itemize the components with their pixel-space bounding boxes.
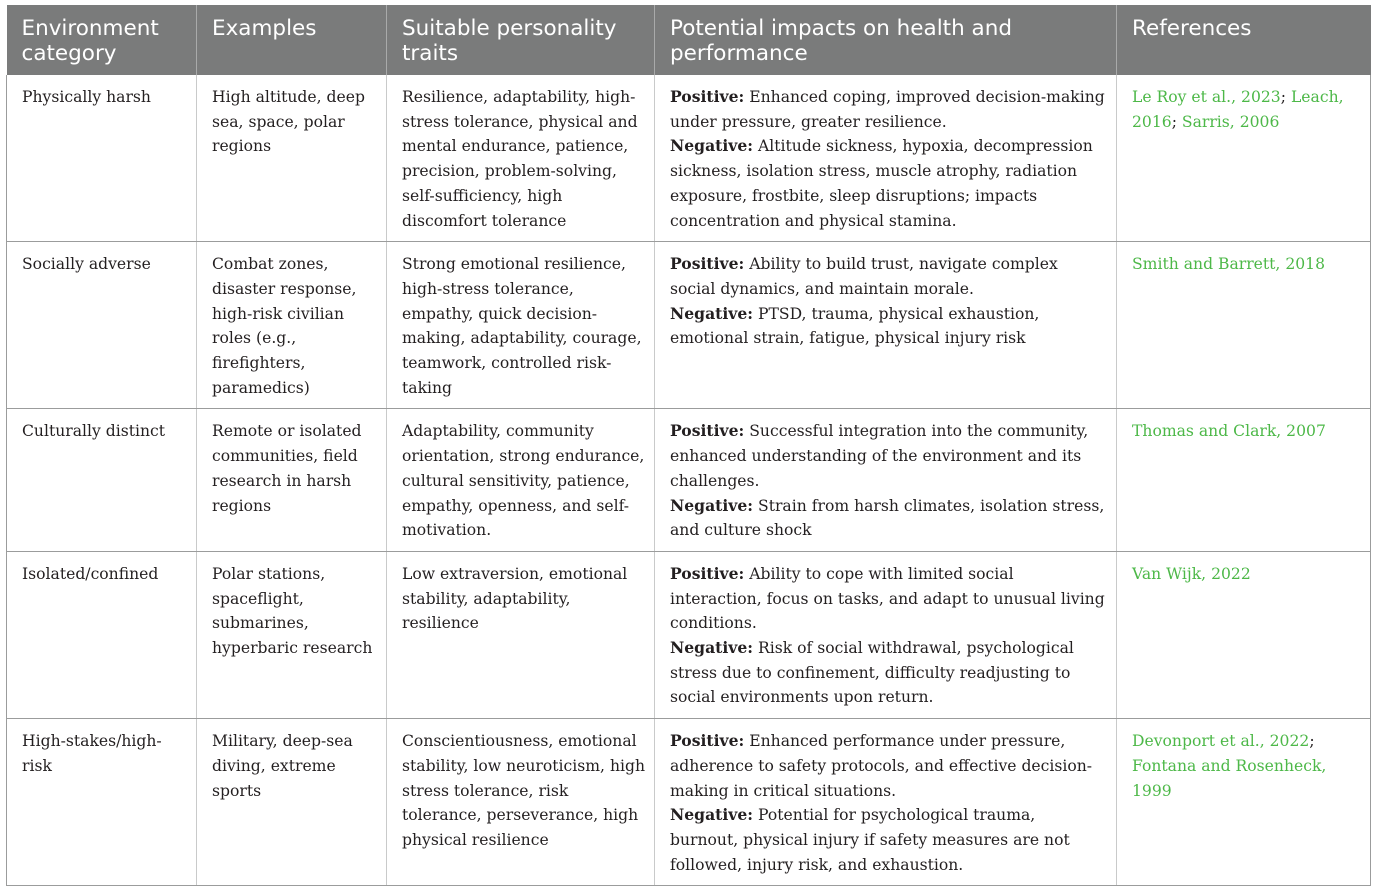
impact-negative-label: Negative: xyxy=(670,303,754,323)
impact-negative-text: Altitude sickness, hypoxia, decompression sickness, isolation stress, muscle atrophy, radiation exposure, frostbite, sleep disruptions; impacts concentration and physical stamina. xyxy=(670,137,1093,230)
impact-negative xyxy=(670,494,1108,543)
reference-link[interactable]: Fontana and Rosenheck, 1999 xyxy=(1132,756,1327,800)
impact-negative-label: Negative: xyxy=(670,136,754,156)
reference-link[interactable]: Leach, 2016 xyxy=(1132,88,1344,131)
cell-references xyxy=(1117,75,1371,242)
cell-examples: Military, deep-sea diving, extreme sports xyxy=(197,719,387,886)
reference-separator: ; xyxy=(1309,732,1315,751)
table-row xyxy=(7,409,1371,552)
reference-separator: ; xyxy=(1280,88,1291,106)
cell-category: Culturally distinct xyxy=(7,409,197,552)
impact-positive xyxy=(670,252,1108,301)
impact-positive xyxy=(670,419,1108,493)
table-row xyxy=(7,242,1371,409)
impact-positive-label: Positive: xyxy=(670,254,745,274)
reference-link[interactable]: Devonport et al., 2022 xyxy=(1132,732,1310,751)
table-row xyxy=(7,551,1371,718)
impact-negative xyxy=(670,302,1108,351)
impact-positive-label: Positive: xyxy=(670,421,745,441)
impact-positive-text: Enhanced coping, improved decision-making under pressure, greater resilience. xyxy=(670,88,1105,131)
header-row xyxy=(7,5,1371,75)
cell-traits: Strong emotional resilience, high-stress tolerance, empathy, quick decision-making, adaptability, courage, teamwork, controlled risk-taking xyxy=(387,242,655,409)
impact-positive xyxy=(670,562,1108,636)
reference-separator: ; xyxy=(1171,112,1182,131)
cell-traits: Adaptability, community orientation, strong endurance, cultural sensitivity, patience, empathy, openness, and self-motivation. xyxy=(387,409,655,552)
reference-link[interactable]: Thomas and Clark, 2007 xyxy=(1132,422,1326,441)
cell-impacts xyxy=(655,242,1117,409)
impact-negative-text: PTSD, trauma, physical exhaustion, emotional strain, fatigue, physical injury risk xyxy=(670,304,1040,348)
impact-positive-text: Successful integration into the community, enhanced understanding of the environment and its challenges. xyxy=(670,422,1089,490)
impact-positive-text: Enhanced performance under pressure, adherence to safety protocols, and effective decision-making in critical situations. xyxy=(670,732,1093,800)
impact-negative-label: Negative: xyxy=(670,805,754,825)
cell-traits: Resilience, adaptability, high-stress tolerance, physical and mental endurance, patience, precision, problem-solving, self-sufficiency, high discomfort tolerance xyxy=(387,75,655,242)
cell-traits: Low extraversion, emotional stability, adaptability, resilience xyxy=(387,551,655,718)
cell-references xyxy=(1117,551,1371,718)
cell-impacts xyxy=(655,75,1117,242)
cell-category: Socially adverse xyxy=(7,242,197,409)
header-personality-traits: Suitable personality traits xyxy=(387,5,655,75)
impact-negative-text: Risk of social withdrawal, psychological stress due to confinement, difficulty readjusting to social environments upon return. xyxy=(670,639,1074,707)
environment-table xyxy=(6,5,1371,886)
reference-link[interactable]: Van Wijk, 2022 xyxy=(1132,564,1251,583)
impact-negative xyxy=(670,636,1108,710)
cell-category: Physically harsh xyxy=(7,75,197,242)
table-row xyxy=(7,719,1371,886)
impact-negative-text: Strain from harsh climates, isolation stress, and culture shock xyxy=(670,496,1105,540)
impact-negative xyxy=(670,803,1108,877)
cell-examples: Combat zones, disaster response, high-risk civilian roles (e.g., firefighters, paramedics) xyxy=(197,242,387,409)
cell-examples: High altitude, deep sea, space, polar regions xyxy=(197,75,387,242)
impact-negative-text: Potential for psychological trauma, burnout, physical injury if safety measures are not followed, injury risk, and exhaustion. xyxy=(670,806,1070,874)
impact-positive-text: Ability to build trust, navigate complex social dynamics, and maintain morale. xyxy=(670,255,1058,298)
cell-references xyxy=(1117,242,1371,409)
impact-positive-label: Positive: xyxy=(670,731,745,751)
header-references: References xyxy=(1117,5,1371,75)
impact-positive-label: Positive: xyxy=(670,87,745,106)
impact-negative-label: Negative: xyxy=(670,638,754,658)
impact-positive-label: Positive: xyxy=(670,563,745,583)
cell-impacts xyxy=(655,409,1117,552)
reference-link[interactable]: Smith and Barrett, 2018 xyxy=(1132,255,1326,274)
header-environment-category: Environment category xyxy=(7,5,197,75)
table-header xyxy=(7,5,1371,75)
header-examples: Examples xyxy=(197,5,387,75)
header-impacts: Potential impacts on health and performance xyxy=(655,5,1117,75)
cell-category: High-stakes/high-risk xyxy=(7,719,197,886)
impact-negative-label: Negative: xyxy=(670,495,754,515)
impact-positive xyxy=(670,85,1108,134)
impact-negative xyxy=(670,134,1108,233)
cell-category: Isolated/confined xyxy=(7,551,197,718)
cell-impacts xyxy=(655,551,1117,718)
table-body xyxy=(7,75,1371,886)
impact-positive xyxy=(670,729,1108,803)
cell-references xyxy=(1117,719,1371,886)
table-row xyxy=(7,75,1371,242)
impact-positive-text: Ability to cope with limited social interaction, focus on tasks, and adapt to unusual living conditions. xyxy=(670,564,1105,633)
reference-link[interactable]: Le Roy et al., 2023 xyxy=(1132,88,1281,106)
cell-references xyxy=(1117,409,1371,552)
cell-impacts xyxy=(655,719,1117,886)
reference-link[interactable]: Sarris, 2006 xyxy=(1181,112,1280,131)
cell-traits: Conscientiousness, emotional stability, low neuroticism, high stress tolerance, risk tolerance, perseverance, high physical resilience xyxy=(387,719,655,886)
cell-examples: Polar stations, spaceflight, submarines, hyperbaric research xyxy=(197,551,387,718)
cell-examples: Remote or isolated communities, field research in harsh regions xyxy=(197,409,387,552)
